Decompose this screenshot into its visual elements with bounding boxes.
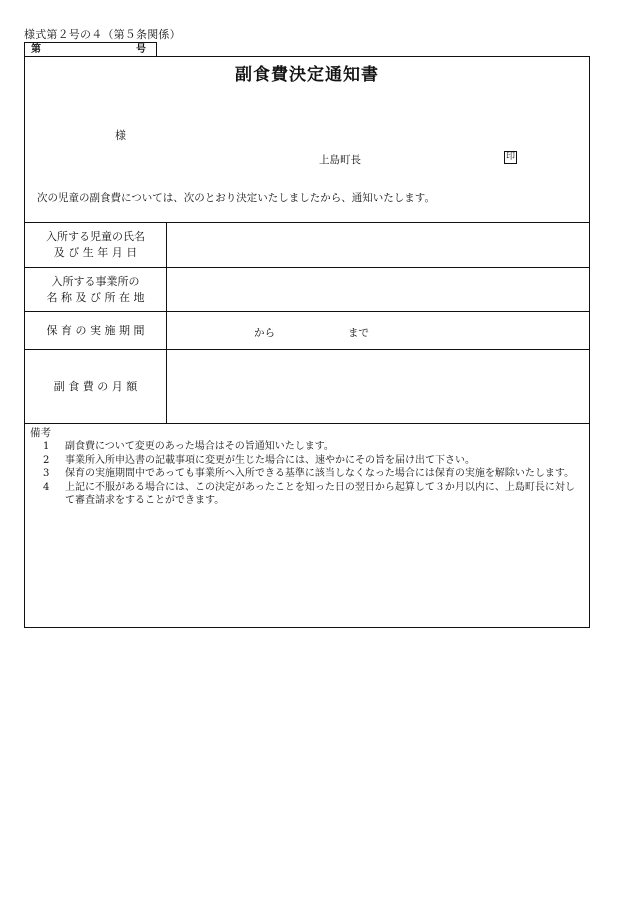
- number-suffix: 号: [136, 44, 146, 55]
- label-facility-name-address: 入所する事業所の 名 称 及 び 所 在 地: [46, 274, 145, 304]
- recipient-honorific: 様: [115, 129, 126, 142]
- note-item: 2 事業所入所申込書の記載事項に変更が生じた場合には、速やかにその旨を届け出て下さい。: [43, 454, 475, 466]
- note-item: 4 上記に不服がある場合には、この決定があったことを知った日の翌日から起算して３か月以内に、上島町長に対して審査請求をすることができます。: [43, 481, 575, 506]
- issuer-name: 上島町長: [319, 154, 361, 166]
- note-item: 3 保育の実施期間中であっても事業所へ入所できる基準に該当しなくなった場合には保育の実施を解除いたします。: [43, 468, 575, 479]
- notice-form-frame: [24, 56, 590, 628]
- notes-title: 備考: [30, 427, 51, 439]
- label-monthly-food-fee: 副 食 費 の 月 額: [53, 379, 138, 393]
- note-item: 1 副食費について変更のあった場合はその旨通知いたします。: [43, 441, 334, 452]
- label-child-name-birthdate: 入所する児童の氏名 及 び 生 年 月 日: [46, 230, 145, 259]
- period-to-text: まで: [348, 327, 369, 339]
- document-title: 副食費決定通知書: [235, 65, 379, 85]
- form-number-label: 様式第２号の４（第５条関係）: [24, 28, 181, 41]
- notice-text: 次の児童の副食費については、次のとおり決定いたしましたから、通知いたします。: [37, 192, 435, 204]
- table-column-divider: [166, 222, 167, 423]
- table-bottom-line: [25, 423, 589, 424]
- seal-mark: 印: [505, 152, 515, 162]
- label-care-period: 保 育 の 実 施 期 間: [46, 323, 145, 337]
- notes-list: [39, 440, 579, 508]
- period-from-text: から: [254, 327, 275, 339]
- document-number-box: [24, 42, 157, 56]
- number-prefix: 第: [31, 44, 41, 55]
